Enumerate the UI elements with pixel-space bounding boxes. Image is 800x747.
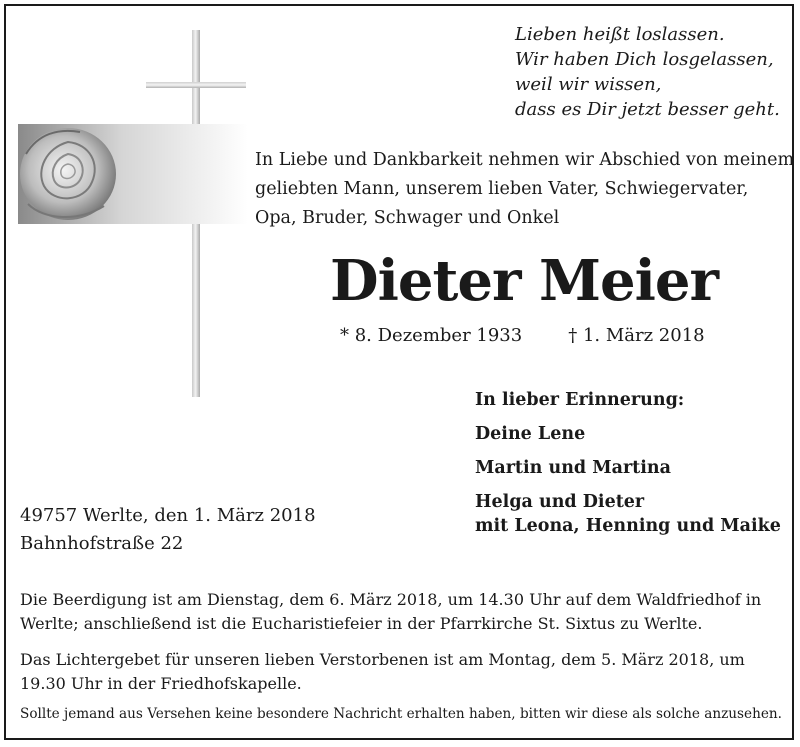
mourner-line: Martin und Martina bbox=[475, 458, 671, 478]
mourners-heading: In lieber Erinnerung: bbox=[475, 390, 685, 410]
life-dates bbox=[340, 324, 705, 348]
poem-line: dass es Dir jetzt besser geht. bbox=[515, 99, 780, 120]
rose-image bbox=[18, 124, 248, 224]
poem-line: Lieben heißt loslassen. bbox=[515, 24, 725, 45]
street: Bahnhofstraße 22 bbox=[20, 533, 184, 554]
mourner-line: Deine Lene bbox=[475, 424, 586, 444]
place-date: 49757 Werlte, den 1. März 2018 bbox=[20, 505, 316, 526]
light-prayer-notice: Das Lichtergebet für unseren lieben Verstorbenen ist am Montag, dem 5. März 2018, um 19.30 Uhr in der Friedhofskapelle. bbox=[20, 650, 745, 693]
poem-line: weil wir wissen, bbox=[515, 74, 662, 95]
intro-line: In Liebe und Dankbarkeit nehmen wir Abschied von meinem bbox=[255, 150, 795, 170]
deceased-name: Dieter Meier bbox=[330, 248, 718, 314]
funeral-info bbox=[20, 588, 790, 708]
poem-line: Wir haben Dich losgelassen, bbox=[515, 49, 774, 70]
intro-line: geliebten Mann, unserem lieben Vater, Schwiegervater, bbox=[255, 179, 749, 199]
mourners-list bbox=[475, 388, 781, 538]
intro-text bbox=[255, 146, 795, 233]
mourner-line: mit Leona, Henning und Maike bbox=[475, 516, 781, 536]
death-date: † 1. März 2018 bbox=[568, 325, 705, 346]
intro-line: Opa, Bruder, Schwager und Onkel bbox=[255, 208, 560, 228]
funeral-notice: Die Beerdigung ist am Dienstag, dem 6. März 2018, um 14.30 Uhr auf dem Waldfriedhof in Werlte; anschließend ist die Eucharistiefeier in der Pfarrkirche St. Sixtus zu Werlte. bbox=[20, 590, 762, 633]
cross-horizontal-beam bbox=[146, 82, 246, 88]
address bbox=[20, 502, 316, 558]
birth-date: * 8. Dezember 1933 bbox=[340, 325, 523, 346]
footer-note: Sollte jemand aus Versehen keine besondere Nachricht erhalten haben, bitten wir diese als solche anzusehen. bbox=[20, 706, 782, 722]
poem bbox=[515, 22, 785, 122]
mourner-line: Helga und Dieter bbox=[475, 492, 645, 512]
